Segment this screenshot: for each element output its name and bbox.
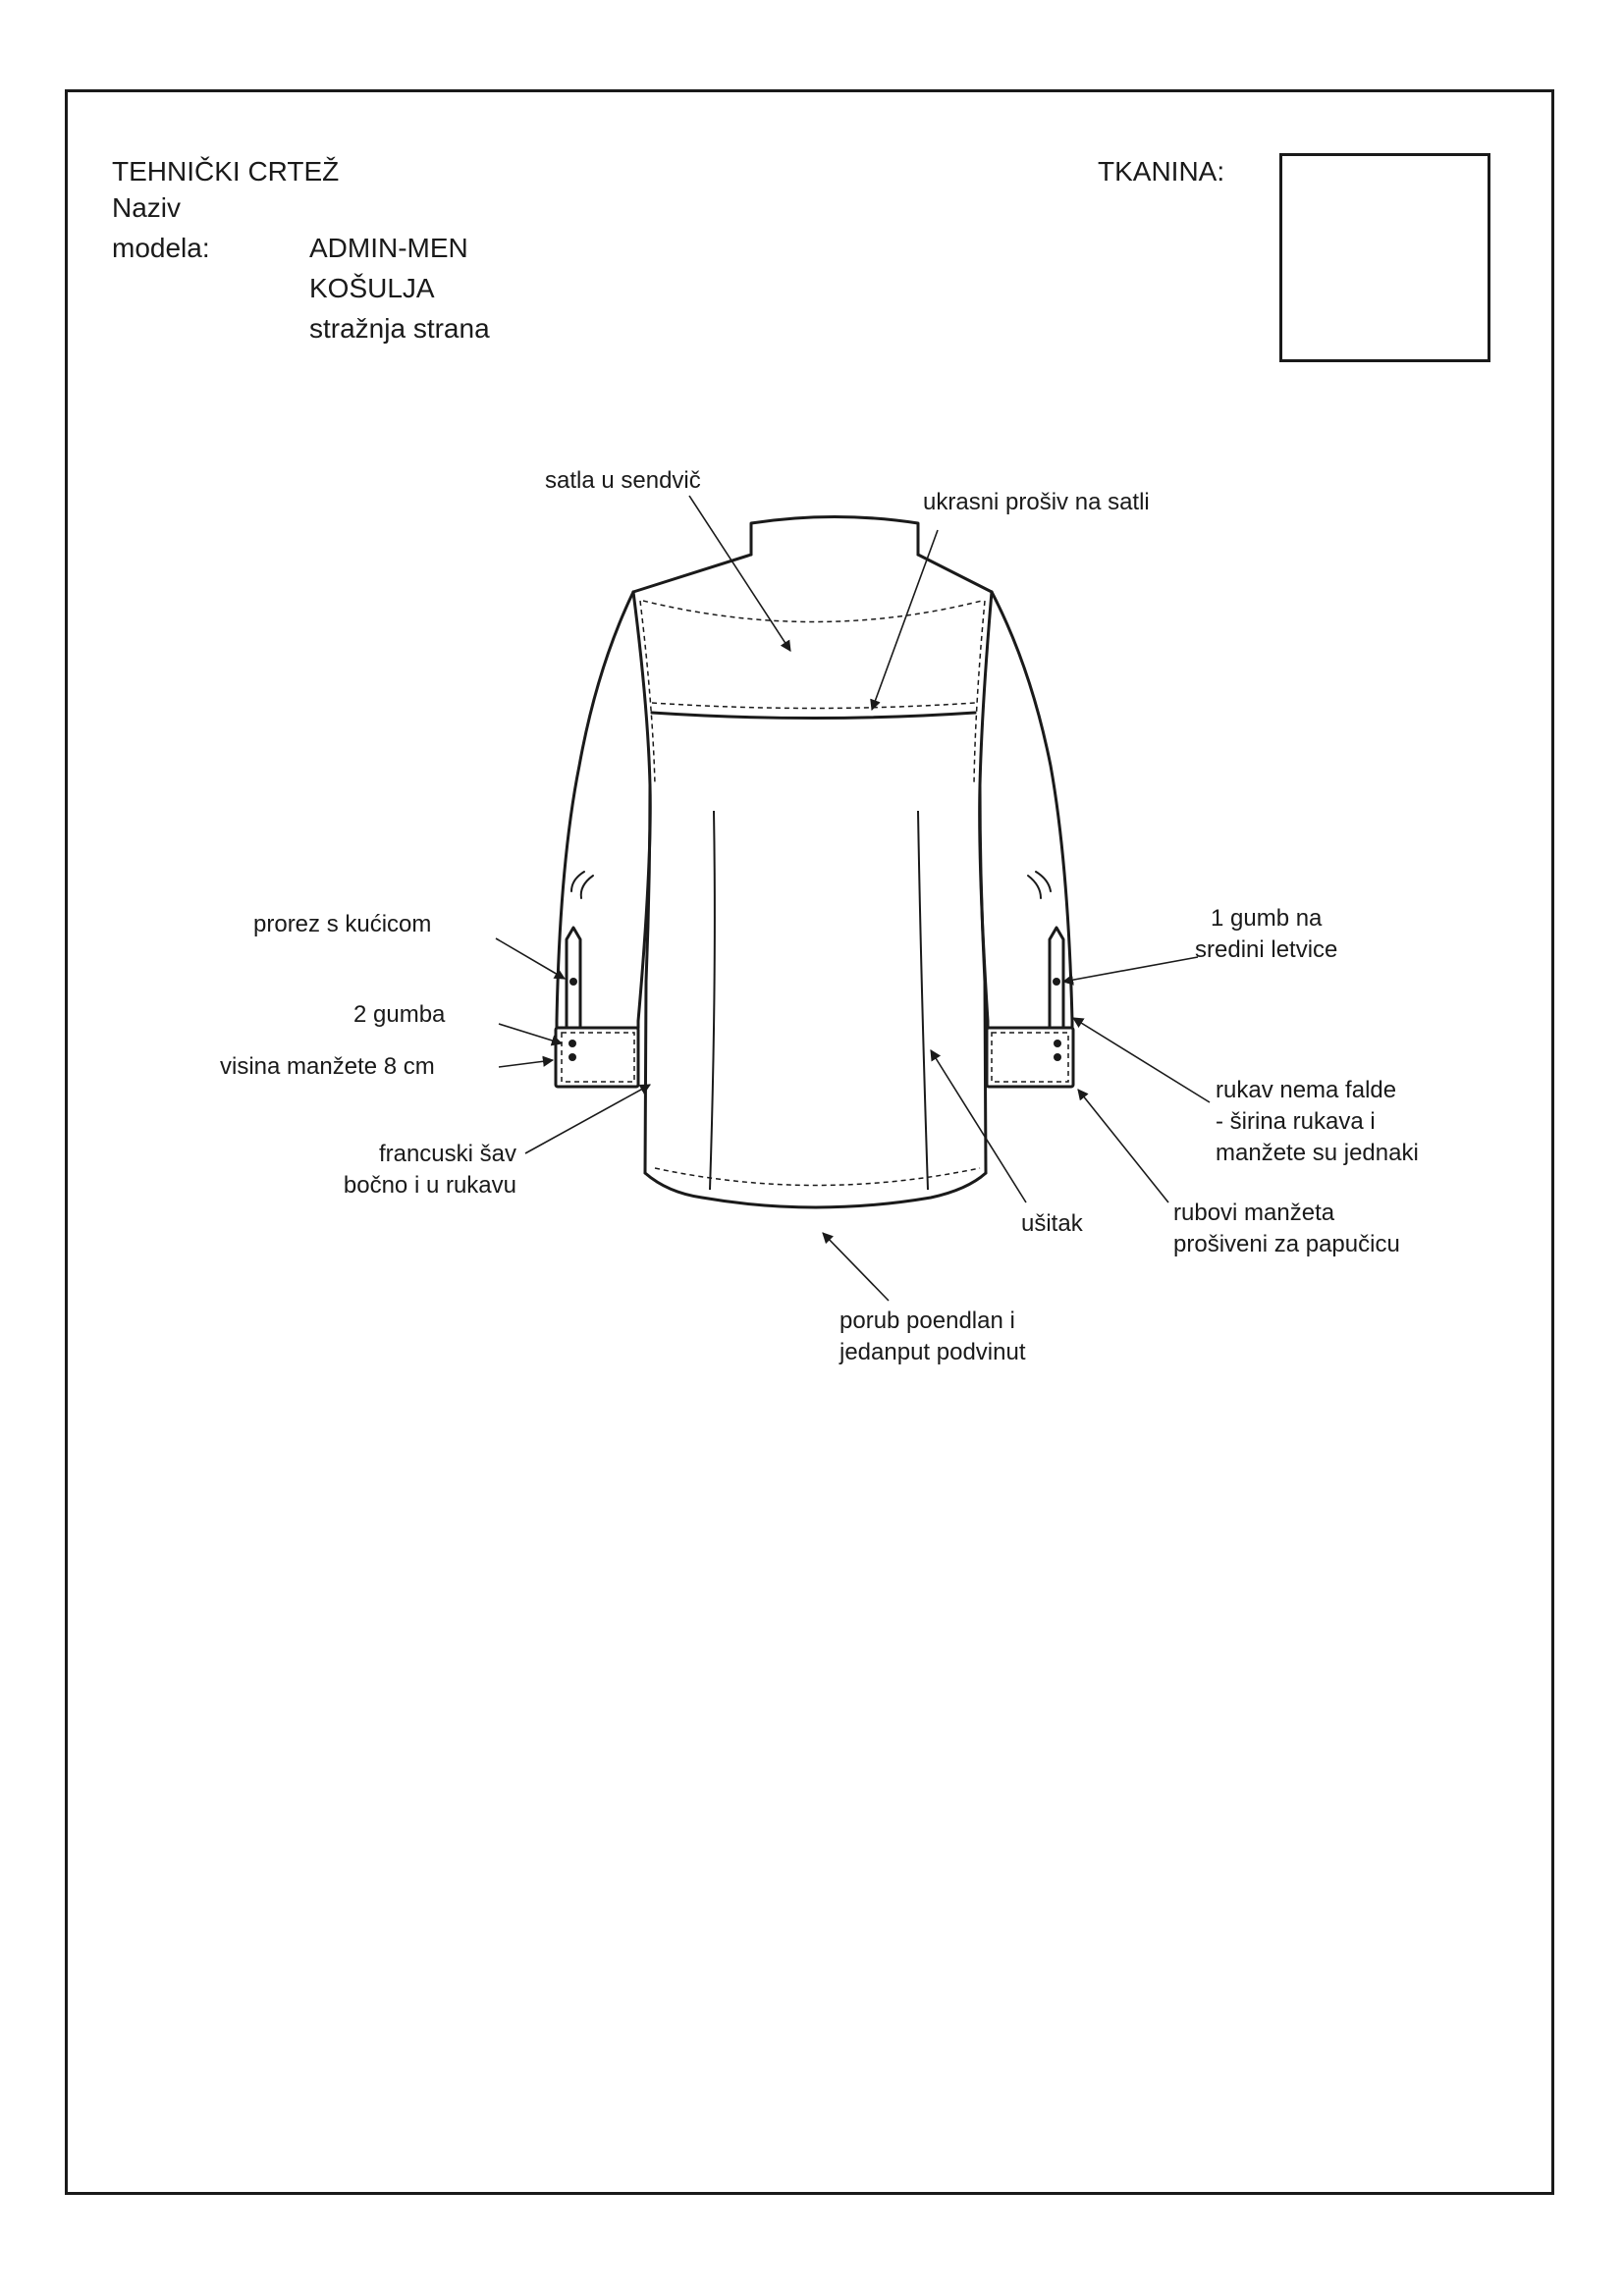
body-right-side bbox=[980, 785, 986, 1173]
annotation-hem: porub poendlan i jedanput podvinut bbox=[839, 1308, 1026, 1365]
right-cuff-button-1 bbox=[1054, 1040, 1061, 1047]
model-name-label-2: modela: bbox=[112, 233, 210, 263]
garment-type: KOŠULJA bbox=[309, 273, 435, 303]
left-dart bbox=[710, 811, 715, 1190]
leader-hem bbox=[823, 1233, 889, 1301]
annotation-french-seam: francuski šav bočno i u rukavu bbox=[343, 1141, 516, 1199]
body-left-side bbox=[645, 785, 650, 1173]
fabric-label: TKANINA: bbox=[1098, 156, 1225, 187]
leader-placket-slit bbox=[496, 938, 565, 979]
right-dart bbox=[918, 811, 928, 1190]
yoke-topstitch bbox=[643, 601, 982, 622]
leader-cuff-edges bbox=[1078, 1090, 1168, 1202]
annotation-yoke-topstitch: ukrasni prošiv na satli bbox=[923, 489, 1150, 515]
model-name-label: Naziv bbox=[112, 192, 182, 223]
yoke-seam bbox=[652, 713, 975, 719]
hem-stitch bbox=[655, 1168, 980, 1186]
right-shoulder bbox=[918, 555, 992, 592]
annotation-yoke-sandwich: satla u sendvič bbox=[545, 467, 701, 494]
annotation-dart: ušitak bbox=[1021, 1210, 1083, 1237]
leader-cuff-buttons bbox=[499, 1024, 562, 1043]
right-cuff-button-2 bbox=[1054, 1053, 1061, 1061]
annotation-placket-slit: prorez s kućicom bbox=[253, 911, 432, 937]
annotation-sleeve-no-pleats: rukav nema falde - širina rukava i manžete su jednaki bbox=[1216, 1077, 1419, 1166]
leader-sleeve-no-pleats bbox=[1073, 1018, 1210, 1102]
annotation-cuff-buttons: 2 gumba bbox=[353, 1001, 446, 1028]
left-sleeve-outer bbox=[557, 592, 633, 1028]
right-sleeve-outer bbox=[992, 592, 1072, 1028]
view-side: stražnja strana bbox=[309, 313, 490, 344]
leader-cuff-height bbox=[499, 1060, 553, 1067]
collar-band bbox=[751, 517, 918, 556]
leader-placket-button bbox=[1063, 957, 1198, 982]
shirt-hem bbox=[645, 1173, 986, 1207]
left-placket-button bbox=[569, 978, 577, 986]
annotation-placket-button: 1 gumb na sredini letvice bbox=[1195, 905, 1338, 963]
left-shoulder bbox=[633, 555, 751, 592]
left-cuff bbox=[556, 1028, 638, 1087]
right-placket-button bbox=[1053, 978, 1060, 986]
left-cuff-button-1 bbox=[568, 1040, 576, 1047]
annotation-cuff-height: visina manžete 8 cm bbox=[220, 1053, 435, 1080]
leader-yoke-topstitch bbox=[872, 530, 938, 710]
leader-french-seam bbox=[525, 1085, 650, 1153]
model-name: ADMIN-MEN bbox=[309, 233, 468, 263]
yoke-seam-topstitch bbox=[652, 703, 975, 709]
drawing-title: TEHNIČKI CRTEŽ bbox=[112, 156, 340, 187]
annotation-cuff-edges: rubovi manžeta prošiveni za papučicu bbox=[1173, 1200, 1400, 1257]
left-cuff-button-2 bbox=[568, 1053, 576, 1061]
